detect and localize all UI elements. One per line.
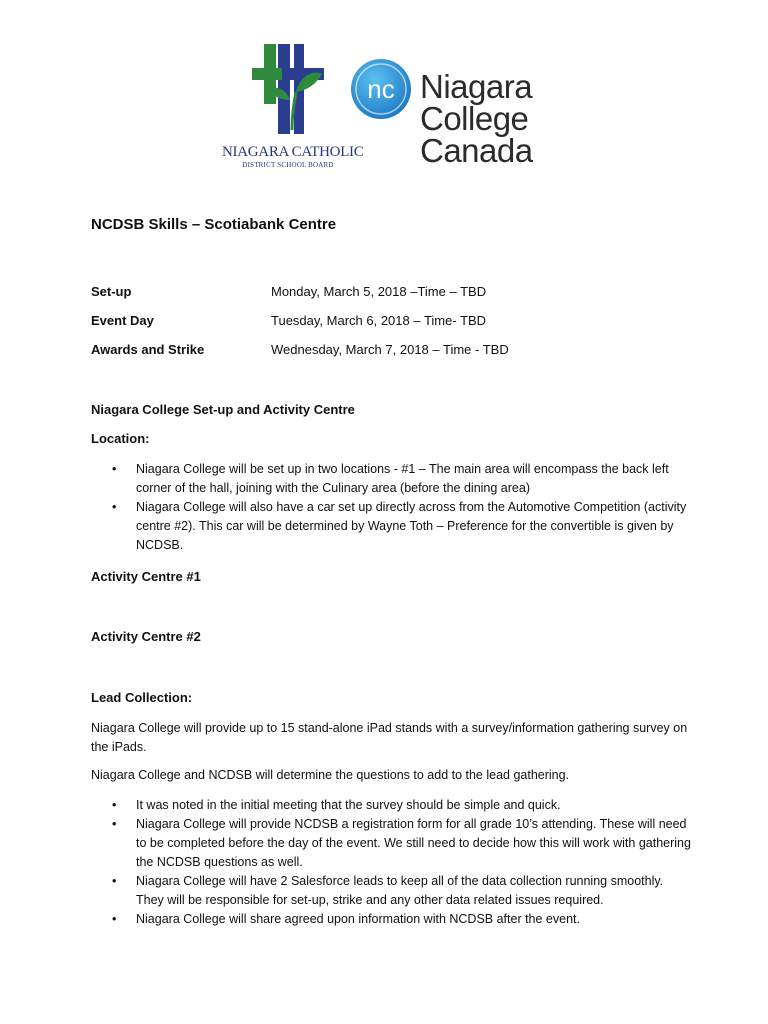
schedule-label: Awards and Strike	[91, 342, 205, 357]
schedule-value: Wednesday, March 7, 2018 – Time - TBD	[271, 342, 509, 357]
list-item: • Niagara College will provide NCDSB a registration form for all grade 10’s attending. These will need to be completed before the day of the event. We still need to decide how this will work with gathering the NCDSB questions as well.	[112, 817, 691, 869]
list-item: • Niagara College will have 2 Salesforce leads to keep all of the data collection running smoothly. They will be responsible for set-up, strike and any other data related issues required.	[112, 874, 664, 907]
ncdsb-logo-subtitle: DISTRICT SCHOOL BOARD	[242, 161, 334, 169]
location-label: Location:	[91, 431, 150, 446]
list-item: • It was noted in the initial meeting that the survey should be simple and quick.	[112, 798, 561, 812]
activity-centre-2-heading: Activity Centre #2	[91, 629, 201, 644]
nc-badge-text: nc	[367, 74, 395, 104]
list-item: • Niagara College will also have a car set up directly across from the Automotive Competition (activity centre #2). This car will be determined by Wayne Toth – Preference for the convertible is given by NCDSB.	[112, 500, 687, 552]
document-title: NCDSB Skills – Scotiabank Centre	[91, 216, 337, 233]
lead-collection-paragraph-1: Niagara College will provide up to 15 stand-alone iPad stands with a survey/information gathering survey on the iPads.	[91, 721, 688, 754]
lead-collection-bullet-list	[91, 796, 691, 929]
nc-logo-line-1: Niagara	[420, 68, 533, 105]
nc-logo-line-2: College	[420, 100, 529, 137]
lead-collection-paragraph-2: Niagara College and NCDSB will determine the questions to add to the lead gathering.	[91, 768, 570, 782]
nc-logo-line-3: Canada	[420, 132, 533, 169]
list-item: • Niagara College will be set up in two locations - #1 – The main area will encompass the back left corner of the hall, joining with the Culinary area (before the dining area)	[112, 462, 669, 495]
schedule-value: Tuesday, March 6, 2018 – Time- TBD	[271, 313, 487, 328]
list-item: • Niagara College will share agreed upon information with NCDSB after the event.	[112, 912, 580, 926]
ncdsb-logo-name: NIAGARA CATHOLIC	[222, 144, 364, 160]
schedule-label: Set-up	[91, 284, 132, 299]
schedule-value: Monday, March 5, 2018 –Time – TBD	[271, 284, 487, 299]
nc-badge-icon	[350, 58, 412, 120]
activity-centre-1-heading: Activity Centre #1	[91, 569, 201, 584]
lead-collection-heading: Lead Collection:	[91, 690, 193, 705]
setup-heading: Niagara College Set-up and Activity Centre	[91, 402, 355, 417]
schedule-label: Event Day	[91, 313, 154, 328]
ncdsb-cross-icon	[250, 44, 330, 134]
ncdsb-logo	[222, 44, 364, 174]
niagara-college-logo	[348, 56, 558, 172]
location-bullet-list	[91, 460, 691, 555]
